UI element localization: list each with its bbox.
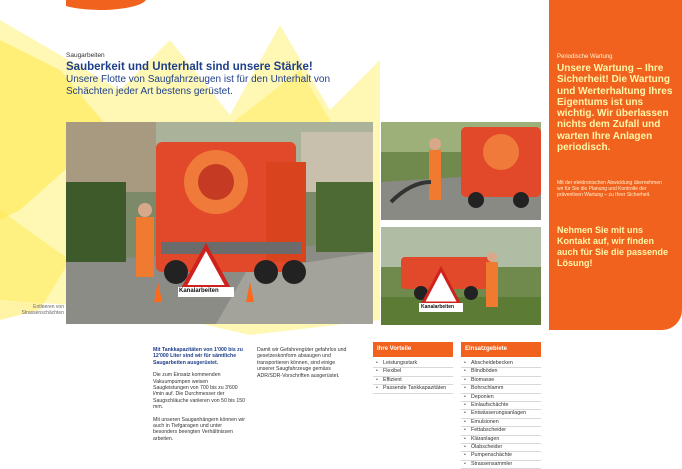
col1-lead: Mit Tankkapazitäten von 1'000 bis zu 12'000 Liter sind wir für sämtliche Saugarbeiten ausgerüstet. <box>153 347 243 366</box>
headline: Sauberkeit und Unterhalt sind unsere Stärke! <box>66 61 313 73</box>
sign-label: Kanalarbeiten <box>179 288 219 294</box>
list-item: • Entwässerungsanlagen <box>461 410 541 418</box>
sidebar-body: Mit der elektronischen Abwicklung übernehmen wir für Sie die Planung und Kontrolle der präventiven Wartung – zu Ihrer Sicherheit. <box>557 180 662 198</box>
sidebar-label: Periodische Wartung <box>557 54 613 60</box>
list-item: • Kläranlagen <box>461 436 541 444</box>
areas-title: Einsatzgebiete <box>461 342 541 357</box>
list-item: • Deponien <box>461 394 541 402</box>
photo-caption: Entleeren von Strassenschächten <box>21 304 64 316</box>
sidebar-cta: Nehmen Sie mit uns Kontakt auf, wir finden auch für Sie die passende Lösung! <box>557 225 669 268</box>
list-item: • Einlaufschächte <box>461 402 541 410</box>
areas-list <box>461 360 541 469</box>
col1-paragraph-1: Die zum Einsatz kommenden Vakuumpumpen weisen Saugleistungen von 700 bis zu 3'600 l/min auf. Die Durchmesser der Saugschläuche variieren von 50 bis 150 mm. <box>153 372 245 411</box>
text-column-1 <box>153 347 245 448</box>
list-item: • Blindböden <box>461 368 541 376</box>
col1-paragraph-2: Mit unseren Sauganhängern können wir auch in Tiefgaragen und unter besonders beengten Verhältnissen arbeiten. <box>153 416 245 442</box>
advantages-title: Ihre Vorteile <box>373 342 453 357</box>
col2-paragraph-1: Damit wir Gefahrengüter gefahrlos und gesetzeskonform absaugen und transportieren können, sind einige unserer Saugfahrzeuge gemäss ADR/SDR-Vorschriften ausgerüstet. <box>257 347 347 379</box>
list-item: • Emulsionen <box>461 419 541 427</box>
list-item: • Fettabscheider <box>461 427 541 435</box>
list-item: • Effizient <box>373 377 453 385</box>
list-item: • Leistungsstark <box>373 360 453 368</box>
advantages-box <box>373 342 453 394</box>
advantages-list <box>373 360 453 394</box>
section-label: Saugarbeiten <box>66 52 105 59</box>
list-item: • Pumpenschächte <box>461 452 541 460</box>
sign-label-small: Kanalarbeiten <box>421 304 455 310</box>
list-item: • Ölabscheider <box>461 444 541 452</box>
main-photo-suction-truck <box>66 122 373 324</box>
photo-worker-truck <box>381 122 541 220</box>
list-item: • Strassensammler <box>461 461 541 469</box>
sidebar-panel <box>549 0 682 330</box>
list-item: • Flexibel <box>373 368 453 376</box>
subline: Unsere Flotte von Saugfahrzeugen ist für den Unterhalt von Schächten jeder Art bestens gerüstet. <box>66 74 331 97</box>
list-item: • Bohrschlamm <box>461 385 541 393</box>
areas-box <box>461 342 541 469</box>
list-item: • Biomasse <box>461 377 541 385</box>
photo-trailer-sign <box>381 227 541 325</box>
list-item: • Passende Tankkapazitäten <box>373 385 453 393</box>
sidebar-headline: Unsere Wartung – Ihre Sicherheit! Die Wartung und Werterhaltung Ihres Eigentums ist uns wichtig. Wir überlassen nichts dem Zufall und warten Ihre Anlagen periodisch. <box>557 63 673 154</box>
list-item: • Abscheidebecken <box>461 360 541 368</box>
text-column-2 <box>257 347 353 379</box>
